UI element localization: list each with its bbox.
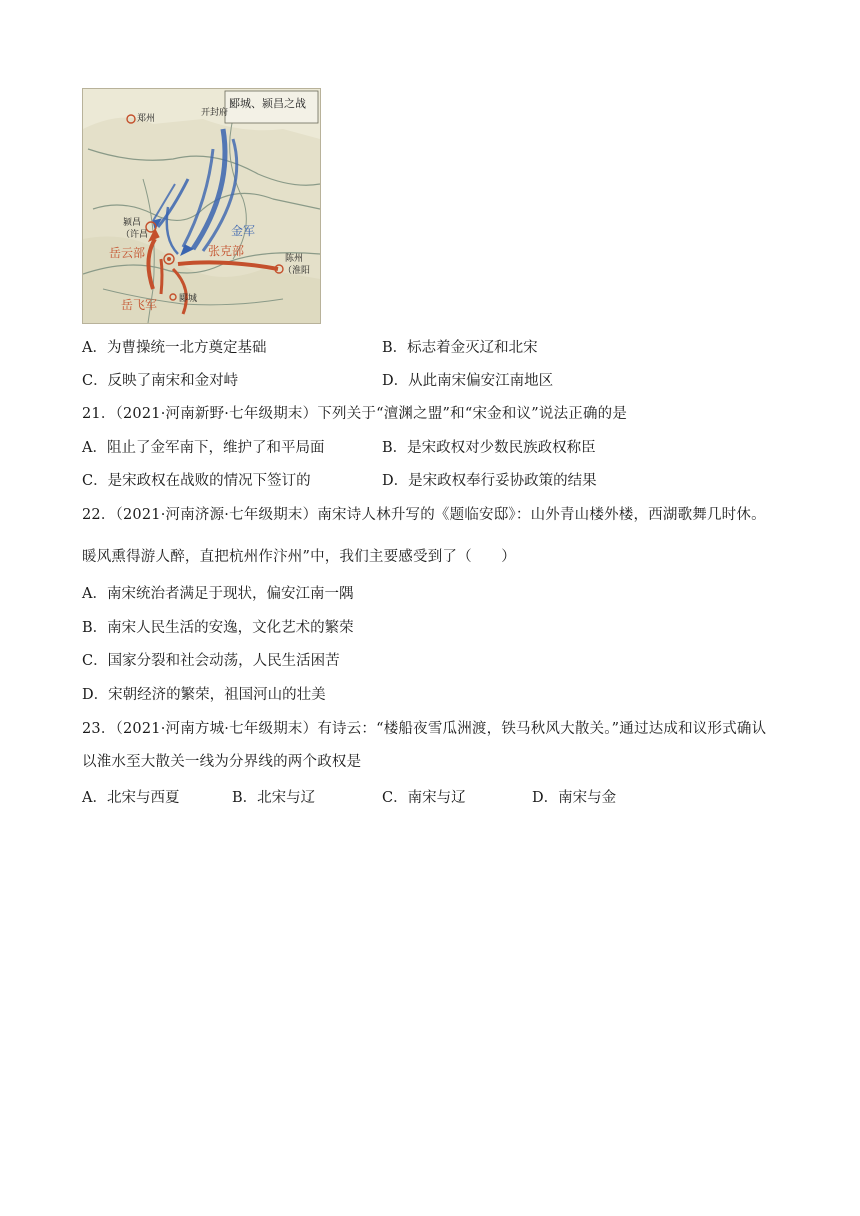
q22-stem-line2: 暖风熏得游人醉，直把杭州作汴州”中，我们主要感受到了（ ）	[82, 549, 516, 565]
q23-stem-line1: 23．（2021·河南方城·七年级期末）有诗云：“楼船夜雪瓜洲渡，铁马秋风大散关。”通过达成和议形式确认	[82, 721, 767, 737]
q23-option-b[interactable]: B．北宋与辽	[232, 790, 316, 806]
q22-option-c[interactable]: C．国家分裂和社会动荡，人民生活困苦	[82, 653, 340, 669]
q21-stem: 21．（2021·河南新野·七年级期末）下列关于“澶渊之盟”和“宋金和议”说法正确的是	[82, 406, 628, 422]
map-label-jin-army: 金军	[231, 224, 256, 238]
q20-option-d[interactable]: D．从此南宋偏安江南地区	[382, 373, 554, 389]
map-label-zhangke: 张克部	[208, 244, 245, 258]
map-title: 郾城、颍昌之战	[229, 97, 306, 110]
q20-option-a[interactable]: A．为曹操统一北方奠定基础	[82, 340, 267, 356]
q22-option-a[interactable]: A．南宋统治者满足于现状，偏安江南一隅	[82, 586, 354, 602]
q23-option-a[interactable]: A．北宋与西夏	[82, 790, 180, 806]
q21-option-c[interactable]: C．是宋政权在战败的情况下签订的	[82, 473, 311, 489]
map-label-yueyun: 岳云部	[109, 246, 146, 260]
map-label-kaifeng: 开封府	[201, 108, 229, 118]
q22-option-d[interactable]: D．宋朝经济的繁荣，祖国河山的壮美	[82, 687, 326, 703]
q22-option-b[interactable]: B．南宋人民生活的安逸，文化艺术的繁荣	[82, 620, 354, 636]
q21-option-b[interactable]: B．是宋政权对少数民族政权称臣	[382, 440, 596, 456]
q23-option-c[interactable]: C．南宋与辽	[382, 790, 466, 806]
map-label-yancheng: 郾城	[179, 294, 198, 304]
q20-option-c[interactable]: C．反映了南宋和金对峙	[82, 373, 239, 389]
q22-stem-line1: 22．（2021·河南济源·七年级期末）南宋诗人林升写的《题临安邸》：山外青山楼外楼，西湖歌舞几时休。	[82, 507, 766, 523]
map-label-zhengzhou: 郑州	[137, 114, 156, 124]
map-label-yingchang: 颍昌	[123, 218, 142, 228]
map-label-chenzhou: 陈州	[285, 254, 304, 264]
map-label-xuchang: （许昌	[121, 230, 149, 240]
map-label-huaiyang: （淮阳	[283, 266, 311, 276]
q21-option-d[interactable]: D．是宋政权奉行妥协政策的结果	[382, 473, 597, 489]
q20-option-b[interactable]: B．标志着金灭辽和北宋	[382, 340, 538, 356]
q23-option-d[interactable]: D．南宋与金	[532, 790, 617, 806]
q21-option-a[interactable]: A．阻止了金军南下，维护了和平局面	[82, 440, 325, 456]
q23-stem-line2: 以淮水至大散关一线为分界线的两个政权是	[82, 754, 362, 770]
map-label-yuefei: 岳飞军	[121, 298, 158, 312]
battle-map-svg	[83, 89, 320, 323]
battle-map-figure	[82, 88, 321, 324]
